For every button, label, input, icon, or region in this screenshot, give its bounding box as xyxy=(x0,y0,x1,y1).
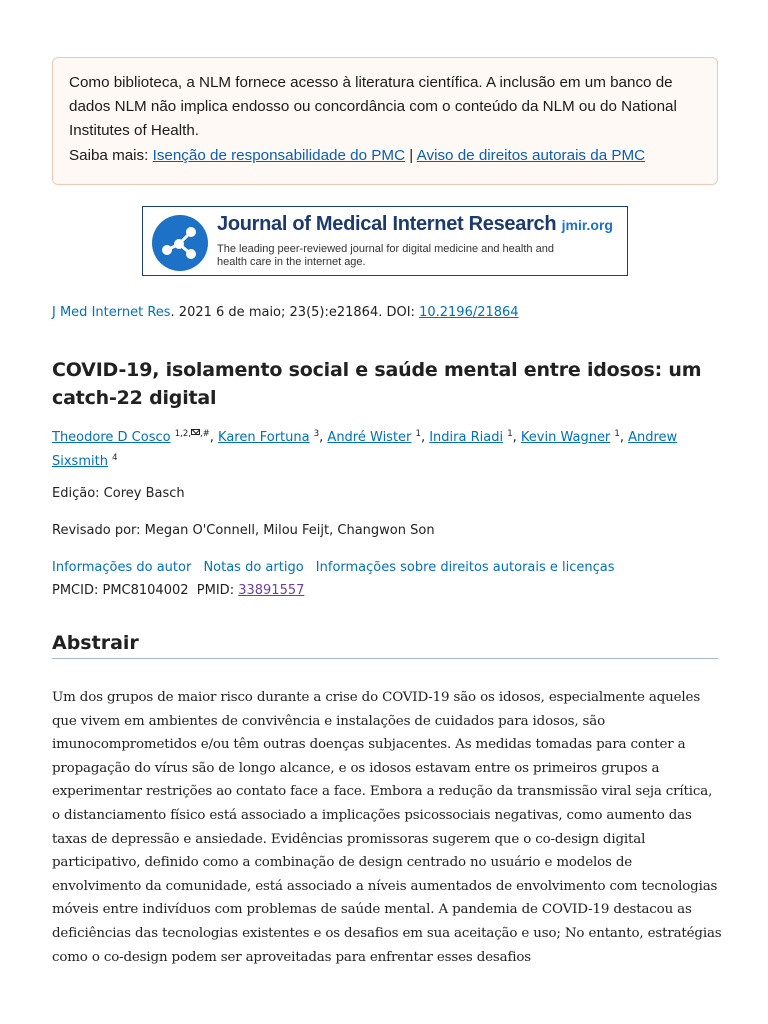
author-affiliation: 3 xyxy=(313,429,320,439)
copyright-license-link[interactable]: Informações sobre direitos autorais e licenças xyxy=(315,560,615,575)
pmid-label: PMID: xyxy=(196,583,235,598)
citation-details: . 2021 6 de maio; 23(5):e21864. DOI: xyxy=(170,305,420,320)
abstract-text: Um dos grupos de maior risco durante a crise do COVID-19 são os idosos, especialmente aqueles que vivem em ambientes de convivência e instalações de cuidados para idosos, são imunocomprometidos e/ou têm outras doenças subjacentes. As medidas tomadas para conter a propagação do vírus são de longo alcance, e os idosos estavam entre os primeiros grupos a experimentar restrições ao contato face a face. Embora a redução da transmissão viral seja crítica, o distanciamento físico está associado a implicações psicossociais negativas, como aumento das taxas de depressão e ansiedade. Evidências promissoras sugerem que o co-design digital participativo, definido como a combinação de design centrado no usuário e modelos de envolvimento da comunidade, está associado a níveis aumentados de envolvimento com tecnologias móveis entre indivíduos com problemas de saúde mental. A pandemia de COVID-19 destacou as deficiências das tecnologias existentes e os desafios em sua aceitação e uso; No entanto, estratégias como o co-design podem ser aproveitadas para enfrentar esses desafios xyxy=(52,690,722,965)
author-link[interactable]: Indira Riadi xyxy=(429,430,504,445)
author-link[interactable]: André Wister xyxy=(327,430,412,445)
author-link[interactable]: Theodore D Cosco xyxy=(52,430,171,445)
email-icon[interactable] xyxy=(191,429,200,435)
author-link[interactable]: Andrew Sixsmith xyxy=(52,430,678,469)
article-info-links xyxy=(52,560,623,575)
editor-line: Edição: Corey Basch xyxy=(52,486,185,501)
journal-title: Journal of Medical Internet Research xyxy=(217,213,557,235)
author-link[interactable]: Karen Fortuna xyxy=(218,430,310,445)
author-affiliation: 1 xyxy=(507,429,513,439)
author-info-link[interactable]: Informações do autor xyxy=(52,560,192,575)
author-affiliation: 4 xyxy=(112,453,118,463)
author-affiliation: 1 xyxy=(415,429,421,439)
jmir-logo-icon xyxy=(151,214,209,272)
journal-tagline: The leading peer-reviewed journal for digital medicine and health and health care in the internet age. xyxy=(217,243,554,268)
author-link[interactable]: Kevin Wagner xyxy=(520,430,611,445)
article-title: COVID-19, isolamento social e saúde mental entre idosos: um catch-22 digital xyxy=(52,359,702,409)
abstract-heading: Abstrair xyxy=(52,632,718,659)
notice-text: Como biblioteca, a NLM fornece acesso à literatura científica. A inclusão em um banco de dados NLM não implica endosso ou concordância com o conteúdo da NLM ou do National Institutes of Health. xyxy=(69,74,677,140)
journal-abbrev[interactable]: J Med Internet Res xyxy=(52,305,171,320)
pmc-disclaimer-link[interactable]: Isenção de responsabilidade do PMC xyxy=(152,146,406,164)
learn-more-label: Saiba mais: xyxy=(69,146,149,164)
pmc-copyright-link[interactable]: Aviso de direitos autorais da PMC xyxy=(416,146,646,164)
journal-url: jmir.org xyxy=(561,217,613,233)
doi-link[interactable]: 10.2196/21864 xyxy=(419,305,519,320)
reviewers-line: Revisado por: Megan O'Connell, Milou Feijt, Changwon Son xyxy=(52,523,435,538)
citation-line xyxy=(52,305,519,320)
journal-banner[interactable] xyxy=(142,206,628,276)
pmcid: PMCID: PMC8104002 xyxy=(52,583,189,598)
notice-separator: | xyxy=(409,146,414,164)
notice-learn-more xyxy=(69,144,701,168)
author-affiliation: 1,2, ,# xyxy=(174,429,210,439)
nlm-disclaimer-notice xyxy=(52,57,718,185)
pmid-link[interactable]: 33891557 xyxy=(238,583,305,598)
article-notes-link[interactable]: Notas do artigo xyxy=(203,560,304,575)
author-affiliation: 1 xyxy=(614,429,620,439)
article-ids xyxy=(52,583,304,598)
author-list: Theodore D Cosco $^{1,2, ,\#}$, Karen Fortuna $^3$, André Wister $^1$, Indira Riadi $^1$, Kevin Wagner $^1$, Andrew Sixsmith $^4$ xyxy=(52,429,678,469)
